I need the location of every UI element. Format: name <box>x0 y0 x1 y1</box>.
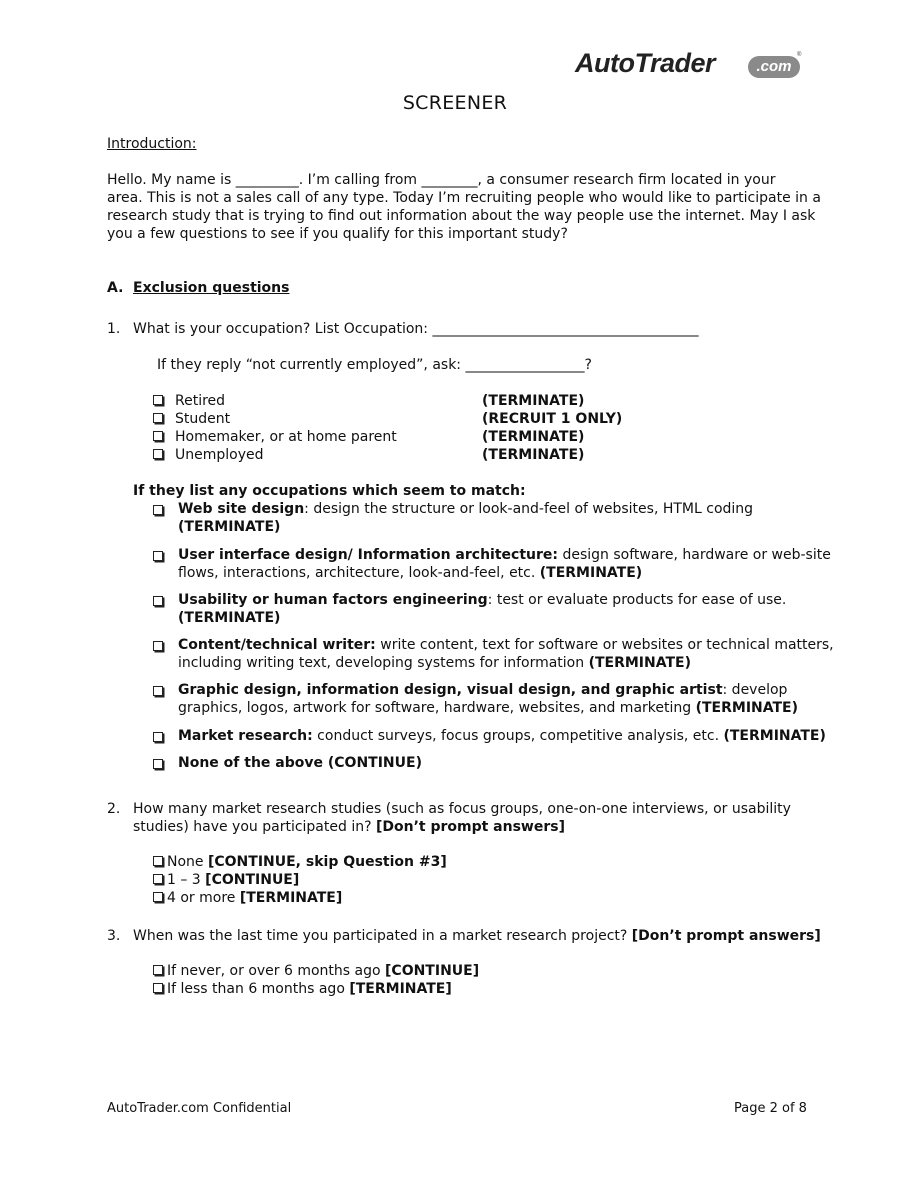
checkbox-icon[interactable] <box>153 449 163 459</box>
occupation-graphic-design: Graphic design, information design, visual design, and graphic artist: develop <box>178 682 788 698</box>
occupation-content-writer: Content/technical writer: write content, text for software or websites or technical matters, <box>178 637 834 653</box>
checkbox-icon[interactable] <box>153 732 163 742</box>
q2-option-1-3[interactable]: 1 – 3 [CONTINUE] <box>153 871 299 889</box>
q1-option-retired[interactable] <box>153 392 225 410</box>
q2-option-none[interactable]: None [CONTINUE, skip Question #3] <box>153 853 447 871</box>
option-action: (TERMINATE) <box>482 429 585 445</box>
introduction-heading: Introduction: <box>107 136 197 152</box>
intro-line: Hello. My name is _________. I’m calling from ________, a consumer research firm located in your <box>107 172 776 188</box>
q3-text: When was the last time you participated in a market research project? [Don’t prompt answers] <box>133 928 821 944</box>
q2-option-4-or-more[interactable]: 4 or more [TERMINATE] <box>153 889 342 907</box>
occupation-ui-design: User interface design/ Information architecture: design software, hardware or web-site <box>178 547 831 563</box>
q1-match-heading: If they list any occupations which seem to match: <box>133 483 526 499</box>
q1-text: What is your occupation? List Occupation: ______________________________________ <box>133 321 699 337</box>
checkbox-icon[interactable] <box>153 413 163 423</box>
logo-text: AutoTrader <box>575 48 716 78</box>
q1-followup: If they reply “not currently employed”, ask: _________________? <box>157 357 592 373</box>
checkbox-icon[interactable] <box>153 505 163 515</box>
checkbox-icon[interactable] <box>153 983 163 993</box>
q1-option-homemaker[interactable] <box>153 428 397 446</box>
section-a-label: A. <box>107 280 124 296</box>
checkbox-icon[interactable] <box>153 431 163 441</box>
option-label: Homemaker, or at home parent <box>175 429 397 445</box>
option-label: Retired <box>175 393 226 409</box>
checkbox-icon[interactable] <box>153 965 163 975</box>
q2-number: 2. <box>107 801 121 817</box>
q1-number: 1. <box>107 321 121 337</box>
occupation-market-research: Market research: conduct surveys, focus groups, competitive analysis, etc. (TERMINATE) <box>178 728 826 744</box>
page-number: Page 2 of 8 <box>734 1101 807 1116</box>
checkbox-icon[interactable] <box>153 596 163 606</box>
occupation-action: (TERMINATE) <box>178 610 281 626</box>
checkbox-icon[interactable] <box>153 395 163 405</box>
option-label: Student <box>175 411 231 427</box>
q3-number: 3. <box>107 928 121 944</box>
q3-option-never[interactable]: If never, or over 6 months ago [CONTINUE] <box>153 962 479 980</box>
checkbox-icon[interactable] <box>153 892 163 902</box>
occupation-line2: flows, interactions, architecture, look-and-feel, etc. (TERMINATE) <box>178 565 643 581</box>
checkbox-icon[interactable] <box>153 856 163 866</box>
checkbox-icon[interactable] <box>153 759 163 769</box>
occupation-web-site-design: Web site design: design the structure or look-and-feel of websites, HTML coding <box>178 501 754 517</box>
logo-suffix: .com <box>748 56 800 78</box>
intro-line: area. This is not a sales call of any type. Today I’m recruiting people who would like to participate in a <box>107 190 821 206</box>
checkbox-icon[interactable] <box>153 551 163 561</box>
occupation-action: (TERMINATE) <box>178 519 281 535</box>
option-label: Unemployed <box>175 447 264 463</box>
q1-option-student[interactable] <box>153 410 230 428</box>
intro-line: research study that is trying to find out information about the way people use the internet. May I ask <box>107 208 816 224</box>
option-action: (RECRUIT 1 ONLY) <box>482 411 623 427</box>
option-action: (TERMINATE) <box>482 393 585 409</box>
option-action: (TERMINATE) <box>482 447 585 463</box>
logo-registered-mark: ® <box>797 52 802 58</box>
q3-option-less-than-6[interactable]: If less than 6 months ago [TERMINATE] <box>153 980 452 998</box>
page-title: SCREENER <box>402 92 508 114</box>
checkbox-icon[interactable] <box>153 686 163 696</box>
occupation-usability: Usability or human factors engineering: test or evaluate products for ease of use. <box>178 592 787 608</box>
checkbox-icon[interactable] <box>153 641 163 651</box>
footer-confidential: AutoTrader.com Confidential <box>107 1101 292 1116</box>
q1-option-unemployed[interactable] <box>153 446 264 464</box>
q2-line1: How many market research studies (such as focus groups, one-on-one interviews, or usability <box>133 801 791 817</box>
q2-line2: studies) have you participated in? [Don’t prompt answers] <box>133 819 565 835</box>
section-a-heading: Exclusion questions <box>133 280 290 296</box>
occupation-line2: including writing text, developing systems for information (TERMINATE) <box>178 655 691 671</box>
occupation-line2: graphics, logos, artwork for software, hardware, websites, and marketing (TERMINATE) <box>178 700 799 716</box>
checkbox-icon[interactable] <box>153 874 163 884</box>
autotrader-logo <box>575 48 805 88</box>
intro-line: you a few questions to see if you qualify for this important study? <box>107 226 568 242</box>
occupation-none: None of the above (CONTINUE) <box>178 755 422 771</box>
